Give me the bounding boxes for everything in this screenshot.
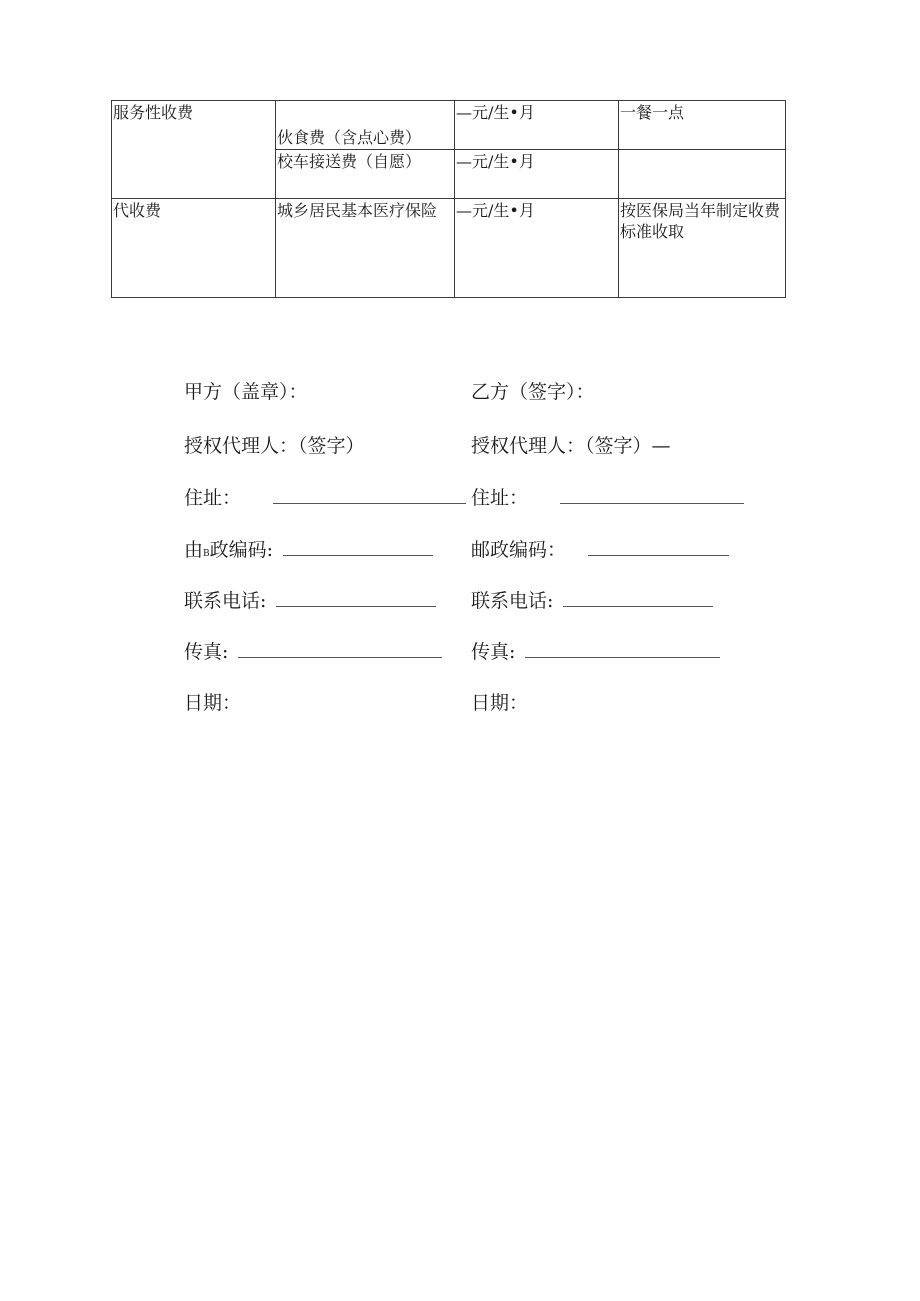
postal-code-field[interactable]	[283, 535, 433, 556]
fax-label: 传真:	[184, 641, 229, 663]
party-b-address	[471, 483, 744, 510]
party-b-fax	[471, 637, 720, 664]
address-field[interactable]	[560, 483, 744, 504]
phone-field[interactable]	[563, 586, 713, 607]
party-a-postal	[184, 535, 433, 562]
postal-label-mark: B	[203, 549, 210, 559]
fax-label: 传真:	[471, 641, 516, 663]
address-field[interactable]	[273, 483, 466, 504]
postal-label-pre: 由	[184, 539, 204, 561]
address-label: 住址：	[471, 487, 529, 509]
party-a-date: 日期：	[184, 692, 242, 714]
note-cell: 按医保局当年制定收费标准收取	[619, 199, 786, 298]
address-label: 住址：	[184, 487, 242, 509]
party-b-postal	[471, 535, 729, 562]
postal-label: 邮政编码：	[471, 539, 567, 561]
party-a-agent: 授权代理人：（签字）	[184, 435, 365, 457]
item-cell: 伙食费（含点心费）	[276, 101, 455, 150]
postal-label-post: 政编码:	[209, 539, 274, 561]
party-b-title: 乙方（签字）：	[471, 381, 595, 403]
party-b-date: 日期：	[471, 692, 529, 714]
party-a-address	[184, 483, 466, 510]
party-a-title: 甲方（盖章）：	[184, 381, 308, 403]
phone-field[interactable]	[276, 586, 436, 607]
fax-field[interactable]	[525, 637, 720, 658]
category-cell: 服务性收费	[112, 101, 276, 199]
item-cell: 城乡居民基本医疗保险	[276, 199, 455, 298]
postal-code-field[interactable]	[588, 535, 729, 556]
note-cell: 一餐一点	[619, 101, 786, 150]
party-b-agent: 授权代理人：（签字）—	[471, 435, 671, 457]
item-cell: 校车接送费（自愿）	[276, 150, 455, 199]
party-b-phone	[471, 586, 713, 613]
phone-label: 联系电话:	[471, 590, 554, 612]
phone-label: 联系电话:	[184, 590, 267, 612]
category-cell: 代收费	[112, 199, 276, 298]
party-a-phone	[184, 586, 436, 613]
unit-cell: —元/生•月	[455, 150, 619, 199]
fax-field[interactable]	[238, 637, 442, 658]
unit-cell: —元/生•月	[455, 199, 619, 298]
unit-cell: —元/生•月	[455, 101, 619, 150]
party-a-fax	[184, 637, 442, 664]
